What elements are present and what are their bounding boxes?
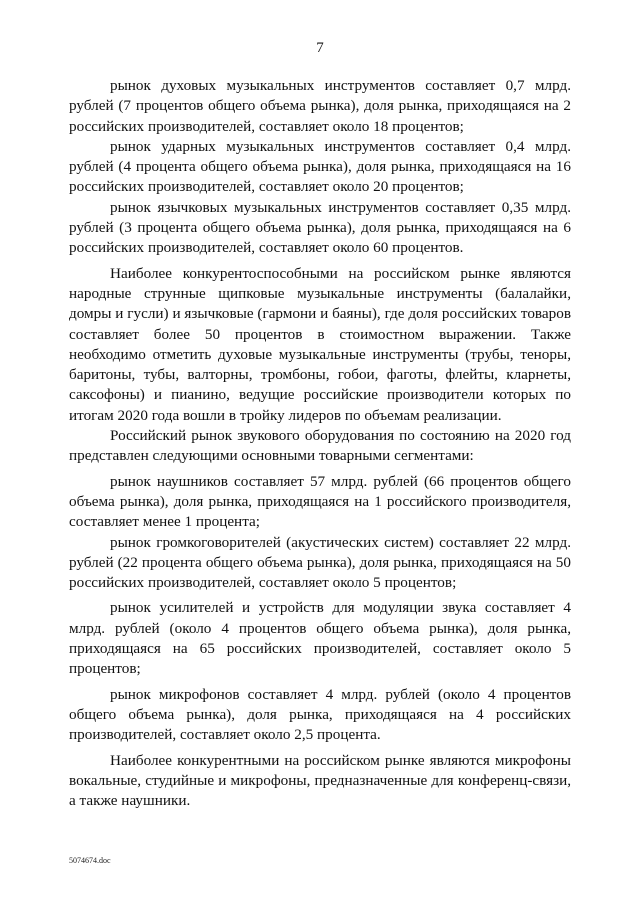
paragraph-loudspeakers: рынок громкоговорителей (акустических систем) составляет 22 млрд. рублей (22 процента общего объема рынка), доля рынка, приходящаяся на 50 российских производителей, составляет около 5 процентов; (69, 533, 571, 592)
paragraph-competitive-instruments: Наиболее конкурентоспособными на российском рынке являются народные струнные щипковые музыкальные инструменты (балалайки, домры и гусли) и язычковые (гармони и баяны), где доля российских товаров составляет более 50 процентов в стоимостном выражении. Также необходимо отметить духовые музыкальные инструменты (трубы, теноры, баритоны, тубы, валторны, тромбоны, гобои, фаготы, флейты, кларнеты, саксофоны) и пианино, ведущие российские производители которых по итогам 2020 года вошли в тройку лидеров по объемам реализации. (69, 264, 571, 424)
paragraph-wind-instruments: рынок духовых музыкальных инструментов составляет 0,7 млрд. рублей (7 процентов общего объема рынка), доля рынка, приходящаяся на 2 российских производителей, составляет около 18 процентов; (69, 77, 571, 135)
paragraph-amplifiers: рынок усилителей и устройств для модуляции звука составляет 4 млрд. рублей (около 4 процентов общего объема рынка), доля рынка, приходящаяся на 65 российских производителей, составляет около 5 процентов; (69, 599, 571, 678)
footer-file-name: 5074674.doc (69, 856, 111, 865)
paragraph-headphones: рынок наушников составляет 57 млрд. рублей (66 процентов общего объема рынка), доля рынка, приходящаяся на 1 российского производителя, составляет менее 1 процента; (69, 472, 571, 531)
paragraph-microphones: рынок микрофонов составляет 4 млрд. рублей (около 4 процентов общего объема рынка), доля рынка, приходящаяся на 4 российских производителей, составляет около 2,5 процента. (69, 685, 571, 744)
page-number: 7 (316, 40, 324, 56)
paragraph-percussion-instruments: рынок ударных музыкальных инструментов составляет 0,4 млрд. рублей (4 процента общего объема рынка), доля рынка, приходящаяся на 16 российских производителей, составляет около 20 процентов; (69, 137, 571, 196)
paragraph-sound-equipment-intro: Российский рынок звукового оборудования по состоянию на 2020 год представлен следующими основными товарными сегментами: (69, 427, 571, 465)
paragraph-competitive-sound-products: Наиболее конкурентными на российском рынке являются микрофоны вокальные, студийные и микрофоны, предназначенные для конференц-связи, а также наушники. (69, 751, 571, 810)
paragraph-reed-instruments: рынок язычковых музыкальных инструментов составляет 0,35 млрд. рублей (3 процента общего объема рынка), доля рынка, приходящаяся на 6 российских производителей, составляет около 60 процентов. (69, 198, 571, 257)
document-body (69, 76, 571, 811)
